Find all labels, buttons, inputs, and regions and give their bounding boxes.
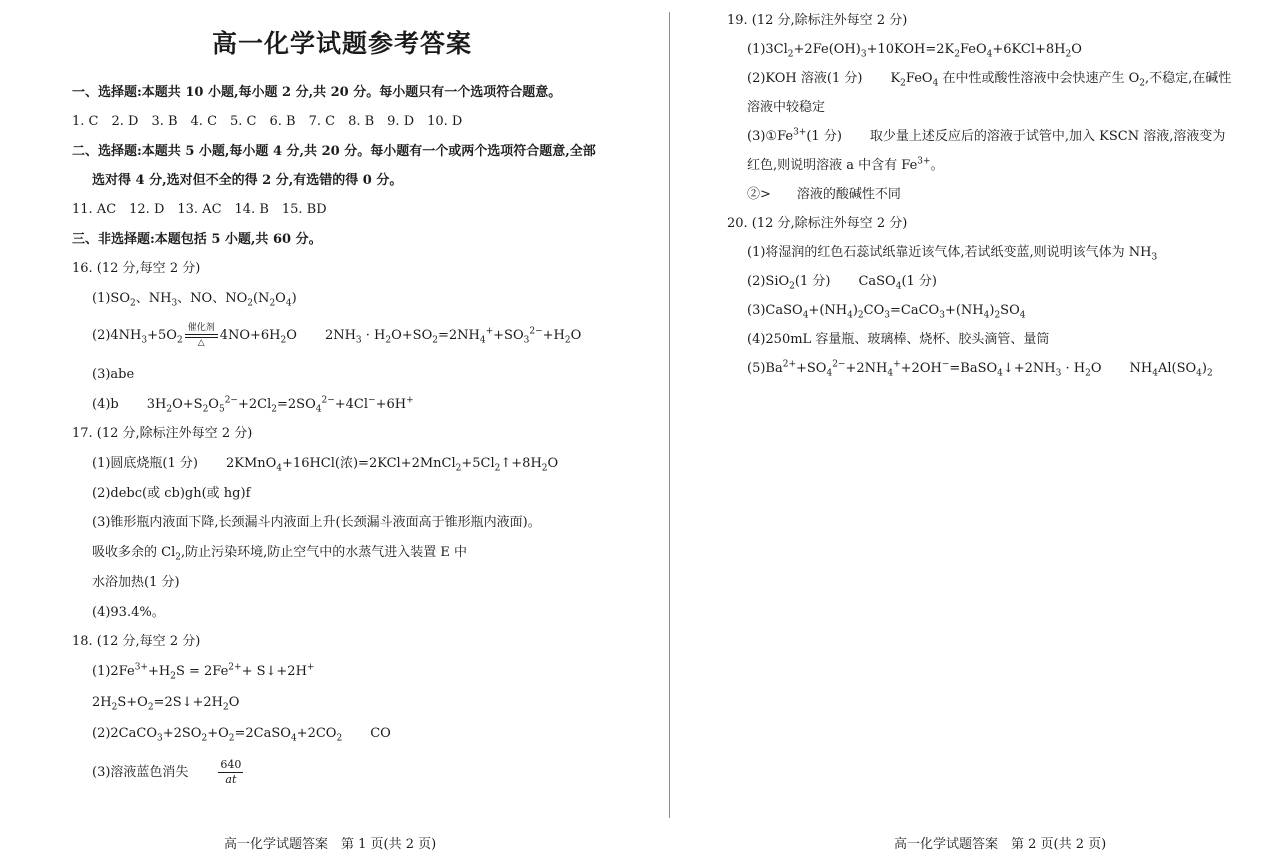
q20-answer-1: (1)将湿润的红色石蕊试纸靠近该气体,若试纸变蓝,则说明该气体为 $NH_3$ [747, 245, 1158, 263]
q16-heading: 16. (12 分,每空 2 分) [72, 261, 201, 276]
section-2-heading-line2: 选对得 4 分,选对但不全的得 2 分,有选错的得 0 分。 [92, 173, 403, 188]
q16-answer-1: $(1)SO_2$、$NH_3$、NO、$NO_2(N_2O_4)$ [92, 291, 297, 309]
section-1-heading: 一、选择题:本题共 10 小题,每小题 2 分,共 20 分。每小题只有一个选项符合题意。 [72, 85, 562, 100]
q18-answer-2: $(2)2CaCO_3+2SO_2+O_2=2CaSO_4+2CO_2$ CO [92, 726, 391, 744]
q19-heading: 19. (12 分,除标注外每空 2 分) [727, 13, 908, 28]
q19-answer-3-line2: 红色,则说明溶液 a 中含有 $Fe^{3+}$。 [747, 156, 944, 173]
q19-answer-3: $(3)①Fe^{3+}(1$ 分) 取少量上述反应后的溶液于试管中,加入 KSCN 溶液,溶液变为 [747, 127, 1226, 144]
section-2-answers: 11. AC 12. D 13. AC 14. B 15. BD [72, 202, 327, 217]
q17-answer-3: (3)锥形瓶内液面下降,长颈漏斗内液面上升(长颈漏斗液面高于锥形瓶内液面)。 [92, 515, 541, 530]
q16-answer-4: (4)b $3H_2O+S_2O_5^{2-}+2Cl_2=2SO_4^{2-}+4Cl^-+6H^+$ [92, 395, 414, 415]
q19-answer-3-part2: ②> 溶液的酸碱性不同 [747, 187, 901, 202]
column-divider [669, 12, 670, 818]
q20-answer-3: $(3)CaSO_4+(NH_4)_2CO_3=CaCO_3+(NH_4)_2SO_4$ [747, 303, 1026, 321]
q18-answer-1: $(1)2Fe^{3+}+H_2S = 2Fe^{2+}+$ S↓+2H+ [92, 662, 315, 682]
q18-answer-1-line2: $2H_2S+O_2=2S↓+2H_2O$ [92, 695, 240, 713]
q17-answer-4: (4)93.4%。 [92, 605, 165, 620]
q16-answer-3: (3)abe [92, 367, 135, 382]
q18-fraction: $\frac{640}{at}$ [220, 758, 242, 786]
footer-page-1: 高一化学试题答案 第 1 页(共 2 页) [224, 837, 437, 852]
section-2-heading-line1: 二、选择题:本题共 5 小题,每小题 4 分,共 20 分。每小题有一个或两个选项符合题意,全部 [72, 144, 596, 159]
section-3-heading: 三、非选择题:本题包括 5 小题,共 60 分。 [72, 232, 322, 247]
q19-answer-2-line2: 溶液中较稳定 [747, 100, 826, 115]
footer-page-2: 高一化学试题答案 第 2 页(共 2 页) [894, 837, 1107, 852]
q17-answer-2: (2)debc(或 cb)gh(或 hg)f [92, 486, 251, 501]
q18-heading: 18. (12 分,每空 2 分) [72, 634, 201, 649]
q20-answer-2: (2)SiO$_2$(1 分) CaSO$_4$(1 分) [747, 274, 937, 292]
q20-answer-5: $(5)Ba^{2+}+SO_4^{2-}+2NH_4^++2OH^-=BaSO_4↓+2NH_3 \cdot H_2O$ $NH_4Al(SO_4)_2$ [747, 359, 1213, 379]
q16-answer-2: $(2)4NH_3+5O_2$ 催化剂 △ $4NO+6H_2O$ $2NH_3 \cdot H_2O+SO_2=2NH_4^++SO_3^{2-}+H_2O$ [92, 322, 582, 348]
q17-answer-3-line2: 吸收多余的 $Cl_2$,防止污染环境,防止空气中的水蒸气进入装置 E 中 [92, 545, 468, 563]
catalyst-arrow: 催化剂 △ [185, 323, 218, 349]
q17-answer-1: (1)圆底烧瓶(1 分) 2KMnO$_4$+16HCl(浓)$=2KCl+2MnCl_2+5Cl_2↑+8H_2O$ [92, 456, 559, 474]
q19-answer-1: $(1)3Cl_2+2Fe(OH)_3+10KOH=2K_2FeO_4+6KCl+8H_2O$ [747, 42, 1082, 60]
section-1-answers: 1. C 2. D 3. B 4. C 5. C 6. B 7. C 8. B 9. D 10. D [72, 114, 463, 129]
q18-answer-3: (3)溶液蓝色消失 $\frac{640}{at}$ [92, 758, 242, 786]
q20-answer-4: (4)250mL 容量瓶、玻璃棒、烧杯、胶头滴管、量筒 [747, 332, 1050, 347]
page-title: 高一化学试题参考答案 [211, 29, 472, 58]
q17-heading: 17. (12 分,除标注外每空 2 分) [72, 426, 253, 441]
q19-answer-2: (2)KOH 溶液(1 分) $K_2FeO_4$ 在中性或酸性溶液中会快速产生 $O_2$,不稳定,在碱性 [747, 71, 1232, 89]
q20-heading: 20. (12 分,除标注外每空 2 分) [727, 216, 908, 231]
q17-answer-3-line3: 水浴加热(1 分) [92, 575, 180, 590]
